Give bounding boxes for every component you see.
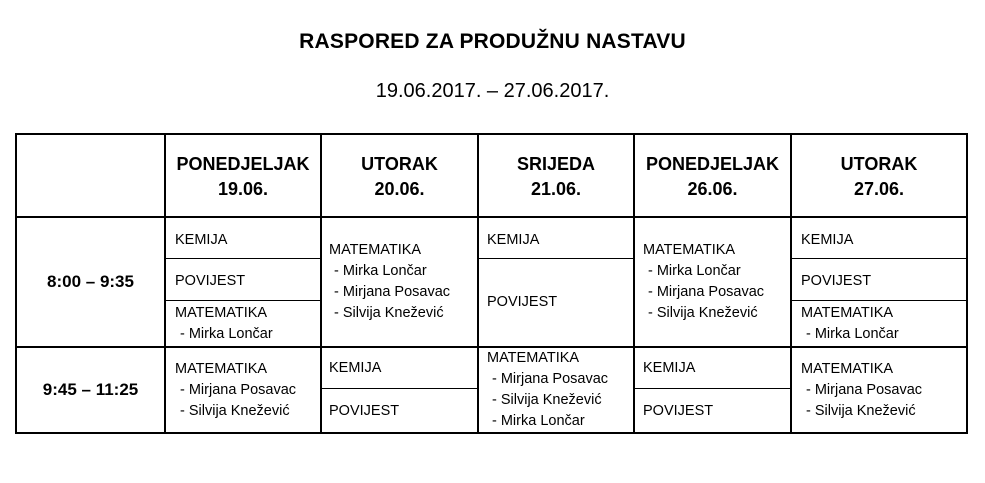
lesson-cell (329, 401, 399, 422)
lesson-cell (329, 240, 450, 324)
row-divider (792, 258, 966, 259)
lesson-cell (801, 359, 922, 422)
row-divider (479, 258, 633, 259)
subject: KEMIJA (801, 232, 854, 248)
lesson-cell (643, 240, 764, 324)
day-date: 19.06. (217, 178, 269, 199)
teacher: - Mirka Lončar (806, 326, 899, 342)
teacher: - Silvija Knežević (648, 305, 758, 321)
row-divider (635, 388, 790, 389)
lesson-cell (175, 359, 296, 422)
lesson-cell (801, 271, 871, 292)
lesson-cell (643, 358, 695, 379)
time-slot: 9:45 – 11:25 (42, 380, 139, 399)
day-header (479, 135, 633, 218)
day-name: UTORAK (840, 153, 918, 174)
row-divider (792, 300, 966, 301)
date-range: 19.06.2017. – 27.06.2017. (375, 80, 610, 102)
lesson-cell (801, 303, 899, 345)
lesson-cell (487, 230, 539, 251)
lesson-cell (175, 271, 245, 292)
schedule-table (15, 133, 968, 434)
time-slot: 8:00 – 9:35 (47, 272, 134, 291)
day-name: PONEDJELJAK (645, 153, 780, 174)
teacher: - Mirka Lončar (180, 326, 273, 342)
subject: KEMIJA (487, 232, 540, 248)
day-name: UTORAK (361, 153, 438, 174)
teacher: - Silvija Knežević (334, 305, 444, 321)
subject: POVIJEST (643, 403, 714, 419)
teacher: - Mirjana Posavac (806, 382, 923, 398)
subject: MATEMATIKA (801, 361, 894, 377)
teacher: - Mirjana Posavac (648, 284, 765, 300)
day-header (322, 135, 477, 218)
teacher: - Mirka Lončar (334, 263, 427, 279)
lesson-cell (175, 230, 227, 251)
document-title: RASPORED ZA PRODUŽNU NASTAVU (299, 30, 686, 53)
day-header (792, 135, 966, 218)
subject: POVIJEST (329, 403, 400, 419)
row-divider (322, 388, 477, 389)
day-name: PONEDJELJAK (176, 153, 310, 174)
subject: POVIJEST (175, 273, 246, 289)
subject: MATEMATIKA (801, 305, 894, 321)
day-date: 21.06. (530, 178, 582, 199)
subject: POVIJEST (487, 294, 558, 310)
subject: KEMIJA (175, 232, 228, 248)
teacher: - Mirka Lončar (648, 263, 741, 279)
row-divider (166, 300, 320, 301)
teacher: - Silvija Knežević (806, 403, 916, 419)
subject: MATEMATIKA (487, 350, 580, 366)
day-header (635, 135, 790, 218)
lesson-cell (487, 348, 608, 432)
teacher: - Mirjana Posavac (492, 371, 609, 387)
teacher: - Mirjana Posavac (180, 382, 297, 398)
day-date: 27.06. (853, 178, 905, 199)
day-header (166, 135, 320, 218)
lesson-cell (643, 401, 713, 422)
teacher: - Mirjana Posavac (334, 284, 451, 300)
subject: KEMIJA (329, 360, 382, 376)
subject: MATEMATIKA (329, 242, 422, 258)
lesson-cell (329, 358, 381, 379)
subject: MATEMATIKA (643, 242, 736, 258)
lesson-cell (175, 303, 273, 345)
day-date: 26.06. (687, 178, 738, 199)
subject: MATEMATIKA (175, 305, 268, 321)
subject: MATEMATIKA (175, 361, 268, 377)
day-date: 20.06. (374, 178, 425, 199)
teacher: - Silvija Knežević (492, 392, 602, 408)
lesson-cell (487, 292, 557, 313)
subject: POVIJEST (801, 273, 872, 289)
row-divider (166, 258, 320, 259)
lesson-cell (801, 230, 853, 251)
day-name: SRIJEDA (516, 153, 596, 174)
teacher: - Silvija Knežević (180, 403, 290, 419)
subject: KEMIJA (643, 360, 696, 376)
teacher: - Mirka Lončar (492, 413, 585, 429)
